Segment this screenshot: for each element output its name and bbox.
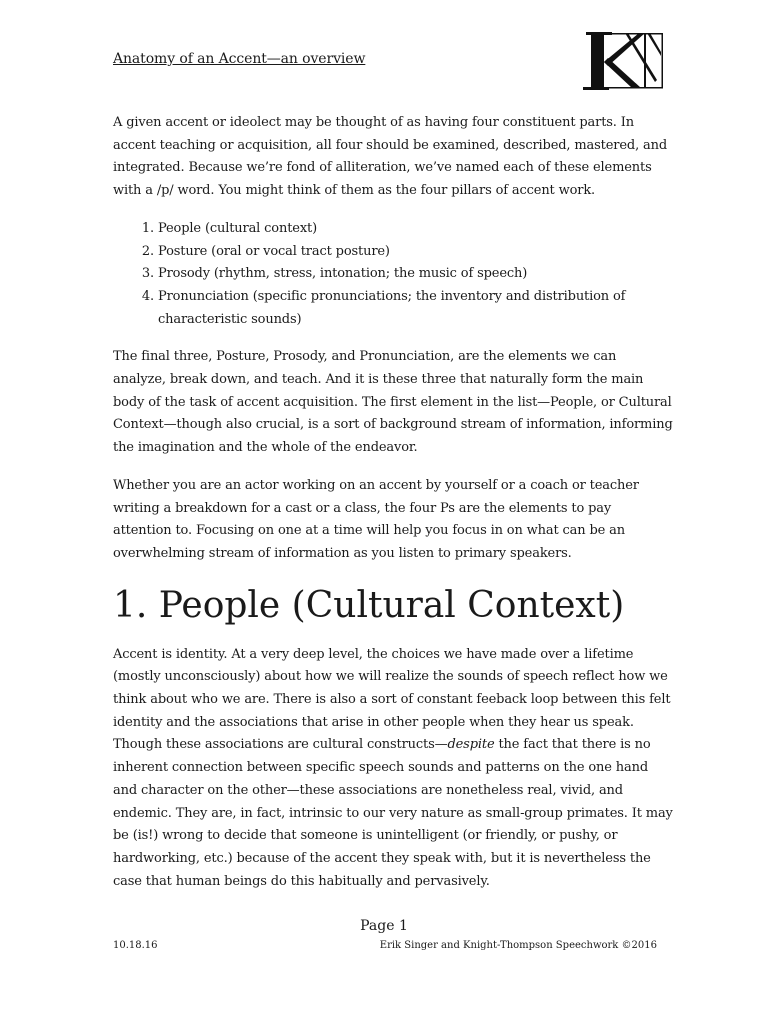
list-item: 2. Posture (oral or vocal tract posture) <box>158 241 673 264</box>
document-body <box>113 112 673 908</box>
four-pillars-list <box>113 218 673 332</box>
section-paragraph <box>113 644 673 894</box>
kt-logo-icon <box>577 30 667 92</box>
emphasis-text: despite <box>447 737 495 753</box>
body-paragraph: Whether you are an actor working on an accent by yourself or a coach or teacher writing a breakdown for a cast or a class, the four Ps are the elements to pay attention to. Focusing on one at a time will help you focus in on what can be an overwhelming stream of information as you listen to primary speakers. <box>113 477 639 561</box>
footer-date: 10.18.16 <box>113 940 158 951</box>
list-item: 3. Prosody (rhythm, stress, intonation; the music of speech) <box>158 263 673 286</box>
intro-paragraph: A given accent or ideolect may be thought of as having four constituent parts. In accent teaching or acquisition, all four should be examined, described, mastered, and integrated. Because we’re fond of alliteration, we’ve named each of these elements with a /p/ word. You might think of them as the four pillars of accent work. <box>113 115 668 199</box>
list-item: 1. People (cultural context) <box>158 218 673 241</box>
section-text: the fact that there is no inherent connection between specific speech sounds and patterns on the one hand and character on the other—these associations are nonetheless real, vivid, and endemic. They are, in fact, intrinsic to our very nature as small-group primates. It may be (is!) wrong to decide that someone is unintelligent (or friendly, or pushy, or hardworking, etc.) because of the accent they speak with, but it is nevertheless the case that human beings do this habitually and pervasively. <box>113 737 673 889</box>
page-number: Page 1 <box>360 918 408 934</box>
section-heading: 1. People (Cultural Context) <box>113 584 625 626</box>
list-item: 4. Pronunciation (specific pronunciations; the inventory and distribution of characteristic sounds) <box>158 286 673 331</box>
section-text: Accent is identity. At a very deep level, the choices we have made over a lifetime (mostly unconsciously) about how we will realize the sounds of speech reflect how we think about who we are. There is also a sort of constant feeback loop between this felt identity and the associations that arise in other people when they hear us speak. Though these associations are cultural constructs— <box>113 646 671 753</box>
document-title: Anatomy of an Accent—an overview <box>113 51 366 67</box>
body-paragraph: The final three, Posture, Prosody, and Pronunciation, are the elements we can analyze, break down, and teach. And it is these three that naturally form the main body of the task of accent acquisition. The first element in the list—People, or Cultural Context—though also crucial, is a sort of background stream of information, informing the imagination and the whole of the endeavor. <box>113 349 673 456</box>
footer-credit: Erik Singer and Knight-Thompson Speechwork ©2016 <box>379 940 657 951</box>
